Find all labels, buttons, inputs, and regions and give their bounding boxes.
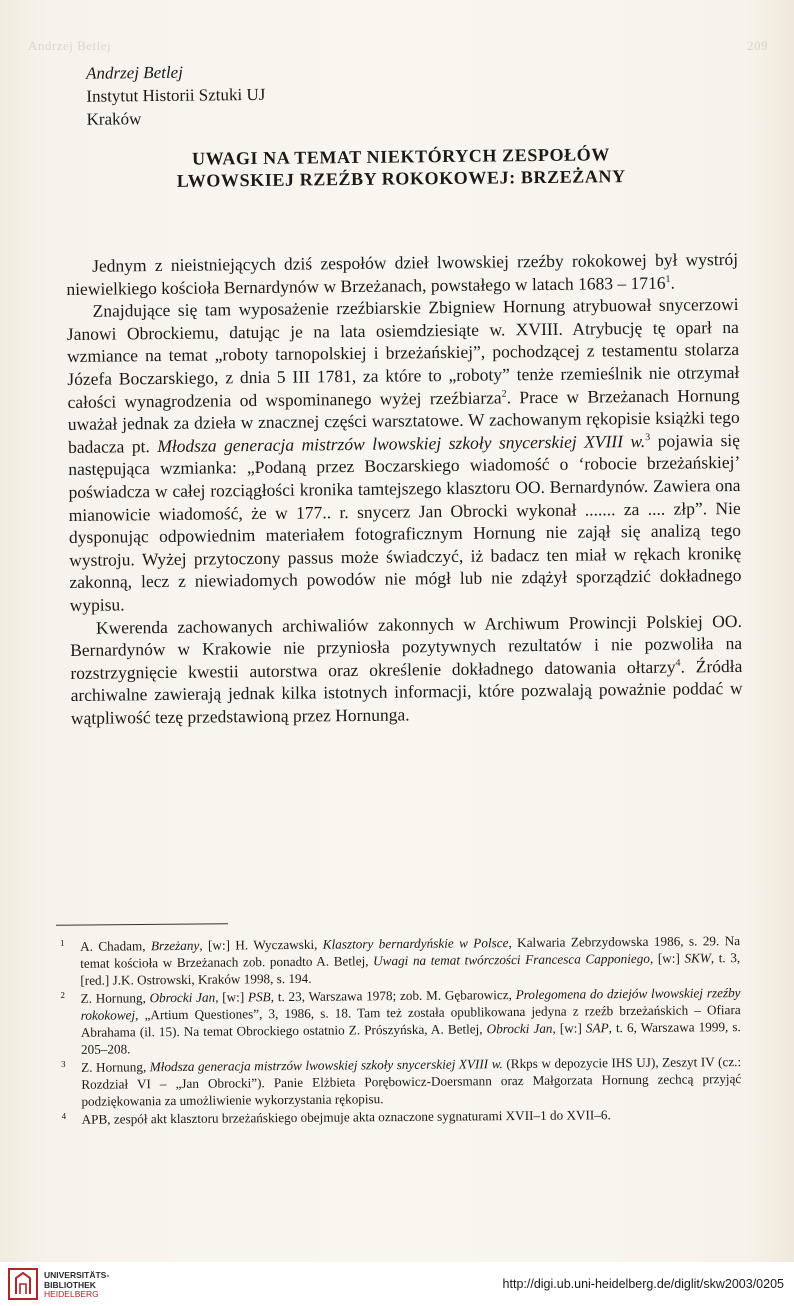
footnote-ref-4[interactable]: 4 [675,657,681,669]
footnote-text: SAP [585,1020,609,1036]
footnotes [60,932,742,1129]
paragraph-2-text-a: Znajdujące się tam wyposażenie rzeźbiarskie Zbigniew Hornung atrybuował snycerzowi Janowi Obrockiemu, datując je na lata osiemdziesiąte w. XVIII. Atrybucję tę oparł na wzmiance na temat „roboty tarnopolskiej i brzeżańskiej”, pochodzącej z testamentu stolarza Józefa Boczarskiego, z dnia 5 III 1781, za które to „roboty” tenże rzemieślnik nie otrzymał całości wynagrodzenia od wspominanego wyżej rzeźbiarza [66,294,740,412]
title-line-2: LWOWSKIEJ RZEŹBY ROKOKOWEJ: BRZEŻANY [176,166,626,191]
footnote-text: Uwagi na temat twórczości Francesca Capponiego [373,950,650,969]
footnote-number: 3 [61,1058,66,1069]
footnote-text: (Rkps w depozycie IHS UJ), Zeszyt IV (cz.: Rozdział VI – „Jan Obrocki”). Panie Elżbieta Porębowicz-Doersmann oraz Małgorzata Hornung zechcą przyjąć podziękowania za umożliwienie wykorzystania rękopisu. [81,1054,742,1109]
footnote-text: Klasztory bernardyńskie w Polsce [322,935,509,952]
article-title [65,142,737,193]
footnote-3 [61,1053,741,1110]
footnote-number: 4 [61,1110,67,1121]
footnote-text: Obrocki Jan [149,989,216,1006]
footnote-1 [60,932,740,989]
paragraph-3 [70,609,743,729]
paragraph-1 [66,248,738,300]
article-content [64,55,743,729]
digitization-footer [0,1262,794,1306]
paragraph-2-text-b: . Prace w Brzeżanach Hornung uważał jednak za dzieła w znacznej części warsztatowe. W zachowanym rękopisie książki tego badacza pt. [67,384,740,457]
footnote-text: PSB [247,989,271,1005]
author-name: Andrzej Betlej [86,62,183,83]
footnote-text: APB, zespół akt klasztoru brzeżańskiego obejmuje akta oznaczone sygnaturami XVII–1 do XVII–6. [81,1107,611,1127]
bleed-header-page-number: 209 [747,38,768,53]
paragraph-3-text: Kwerenda zachowanych archiwaliów zakonnych w Archiwum Prowincji Polskiej OO. Bernardynów w Krakowie nie przyniosła pozytywnych rezultatów i nie pozwoliła na rozstrzygnięcie kwestii autorstwa oraz określenie dokładnego datowania ołtarzy [70,610,743,683]
book-title: Młodsza generacja mistrzów lwowskiej szkoły snycerskiej XVIII w. [157,430,646,456]
footnote-text: , [w:] [215,989,249,1005]
footnote-text: Obrocki Jan [486,1020,553,1037]
article-body [66,248,743,729]
footnote-text: , [w:] H. Wyczawski, [199,936,323,953]
bleed-through-header [28,38,768,54]
author-block [86,55,737,131]
paragraph-1-end: . [670,272,676,293]
title-line-1: UWAGI NA TEMAT NIEKTÓRYCH ZESPOŁÓW [191,144,611,169]
footnote-text: Z. Hornung, [81,1059,150,1075]
footnote-number: 1 [60,937,65,948]
author-city: Kraków [86,109,142,129]
footnote-ref-1[interactable]: 1 [665,273,671,285]
library-line-3: HEIDELBERG [44,1289,99,1299]
paragraph-2-text-c: pojawia się następująca wzmianka: „Podaną przez Boczarskiego wiadomość o ‘robocie brzeżańskiej’ poświadcza w całej rozciągłości kronika tamtejszego klasztoru OO. Bernardynów. Zawiera ona mianowicie wiadomość, że w 177.. r. snycerz Jan Obrocki wykonał ....... za .... złp”. Nie dysponując odpowiednim materiałem fotograficznym Hornung nie zajął się analizą tego wystroju. Wyżej przytoczony passus może świadczyć, iż badacz ten miał w rękach kronikę zakonną, lecz z niewiadomych powodów nie mógł lub nie zdążył sporządzić dokładnego wypisu. [68,429,742,615]
library-name [44,1271,109,1300]
heidelberg-library-logo-icon [8,1268,38,1300]
footnote-text: , t. 6, Warszawa 1999, s. 205–208. [80,1019,741,1057]
footnote-text: , t. 23, Warszawa 1978; zob. M. Gębarowicz, [270,987,516,1005]
paragraph-3-end: . Źródła archiwalne zawierają jednak kilka istotnych informacji, które pozwalają poważnie poddać w wątpliwość tezę przedstawioną przez Hornunga. [70,655,743,728]
footnote-ref-3[interactable]: 3 [645,431,651,443]
footnote-number: 2 [60,989,66,1000]
footnote-text: , [w:] [552,1020,586,1036]
footnote-2 [60,984,741,1058]
footnote-text: , Kalwaria Zebrzydowska 1986, s. 29. Na temat kościoła w Brzeżanach zob. ponadto A. Betlej, [80,933,741,971]
footnote-text: , „Artium Questiones”, 3, 1986, s. 18. Tam też została opublikowana jedyna z rzeźb brzeżańskich – Ofiara Abrahama (il. 15). Na temat Obrockiego ostatnio Z. Prószyńska, A. Betlej, [80,1002,741,1040]
library-line-1: UNIVERSITÄTS- [44,1270,110,1280]
footnote-text: Prolegomena do dziejów lwowskiej rzeźby rokokowej [80,985,741,1023]
library-line-2: BIBLIOTHEK [44,1279,96,1290]
footnote-text: Młodsza generacja mistrzów lwowskiej szkoły snycerskiej XVIII w. [149,1056,503,1075]
footnote-text: Brzeżany [150,937,200,954]
permalink-url[interactable]: http://digi.ub.uni-heidelberg.de/diglit/skw2003/0205 [502,1277,784,1291]
footnote-text: A. Chadam, [80,938,152,954]
author-institute: Instytut Historii Sztuki UJ [86,84,266,106]
footnote-text: Z. Hornung, [80,990,150,1006]
footnote-text: , [w:] [649,950,685,966]
paragraph-2 [66,293,741,616]
footnote-ref-2[interactable]: 2 [501,388,507,400]
paragraph-1-text: Jednym z nieistniejących dziś zespołów dzieł lwowskiej rzeźby rokokowej był wystrój niewielkiego kościoła Bernardynów w Brzeżanach, powstałego w latach 1683 – 1716 [66,248,739,299]
footnote-text: , t. 3, [red.] J.K. Ostrowski, Kraków 1998, s. 194. [80,950,741,988]
footnote-separator [56,923,228,926]
footnote-text: SKW [684,950,711,966]
bleed-header-left: Andrzej Betlej [28,38,112,53]
